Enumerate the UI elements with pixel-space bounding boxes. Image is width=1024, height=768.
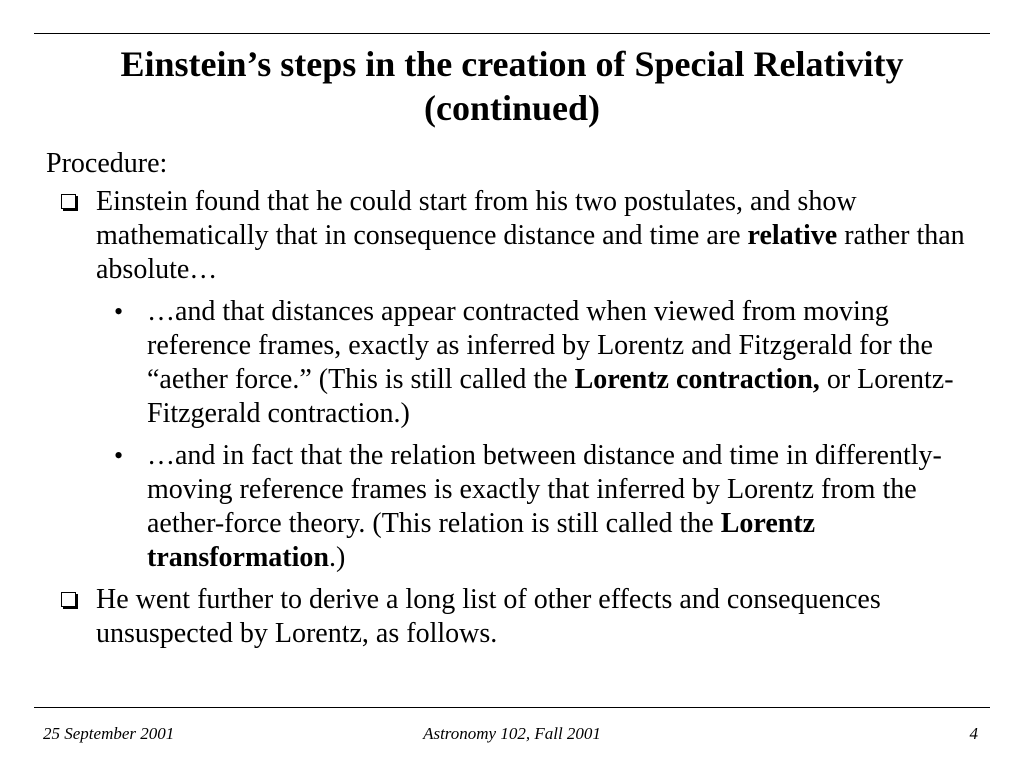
slide-body bbox=[46, 147, 996, 659]
bullet-item-further-effects bbox=[46, 583, 996, 651]
subbullet-text-after: .) bbox=[328, 542, 346, 573]
bullet-text-after: rather than absolute… bbox=[96, 220, 965, 285]
subbullet-bold-term: Lorentz contraction, bbox=[574, 364, 820, 395]
bottom-rule bbox=[34, 707, 990, 708]
round-bullet-icon: • bbox=[114, 297, 124, 326]
top-rule bbox=[34, 33, 990, 34]
subbullet-bold-term: Lorentz transformation bbox=[147, 508, 816, 573]
footer-date: 25 September 2001 bbox=[43, 724, 175, 743]
subbullet-text-before: …and in fact that the relation between distance and time in differently-moving reference frames is exactly that inferred by Lorentz from the aether-force theory. (This relation is still called the bbox=[147, 440, 942, 539]
bullet-text-before: Einstein found that he could start from his two postulates, and show mathematically that in consequence distance and time are bbox=[96, 186, 857, 251]
round-bullet-icon: • bbox=[114, 441, 124, 470]
square-bullet-icon bbox=[61, 592, 76, 607]
subbullet-text-before: …and that distances appear contracted when viewed from moving reference frames, exactly as inferred by Lorentz and Fitzgerald for the “aether force.” (This is still called the bbox=[147, 296, 933, 395]
bullet-text: He went further to derive a long list of other effects and consequences unsuspected by Lorentz, as follows. bbox=[96, 584, 881, 649]
subbullet-item-transformation bbox=[46, 439, 996, 575]
subbullet-text-after: or Lorentz-Fitzgerald contraction.) bbox=[147, 364, 954, 429]
bullet-bold-term: relative bbox=[747, 220, 838, 251]
slide-title: Einstein’s steps in the creation of Special Relativity (continued) bbox=[120, 44, 904, 128]
bullet-item-relative bbox=[46, 185, 996, 287]
footer-course: Astronomy 102, Fall 2001 bbox=[423, 724, 601, 743]
footer-page-number: 4 bbox=[969, 724, 978, 743]
subbullet-item-contraction bbox=[46, 295, 996, 431]
square-bullet-icon bbox=[61, 194, 76, 209]
procedure-label: Procedure: bbox=[46, 148, 168, 179]
